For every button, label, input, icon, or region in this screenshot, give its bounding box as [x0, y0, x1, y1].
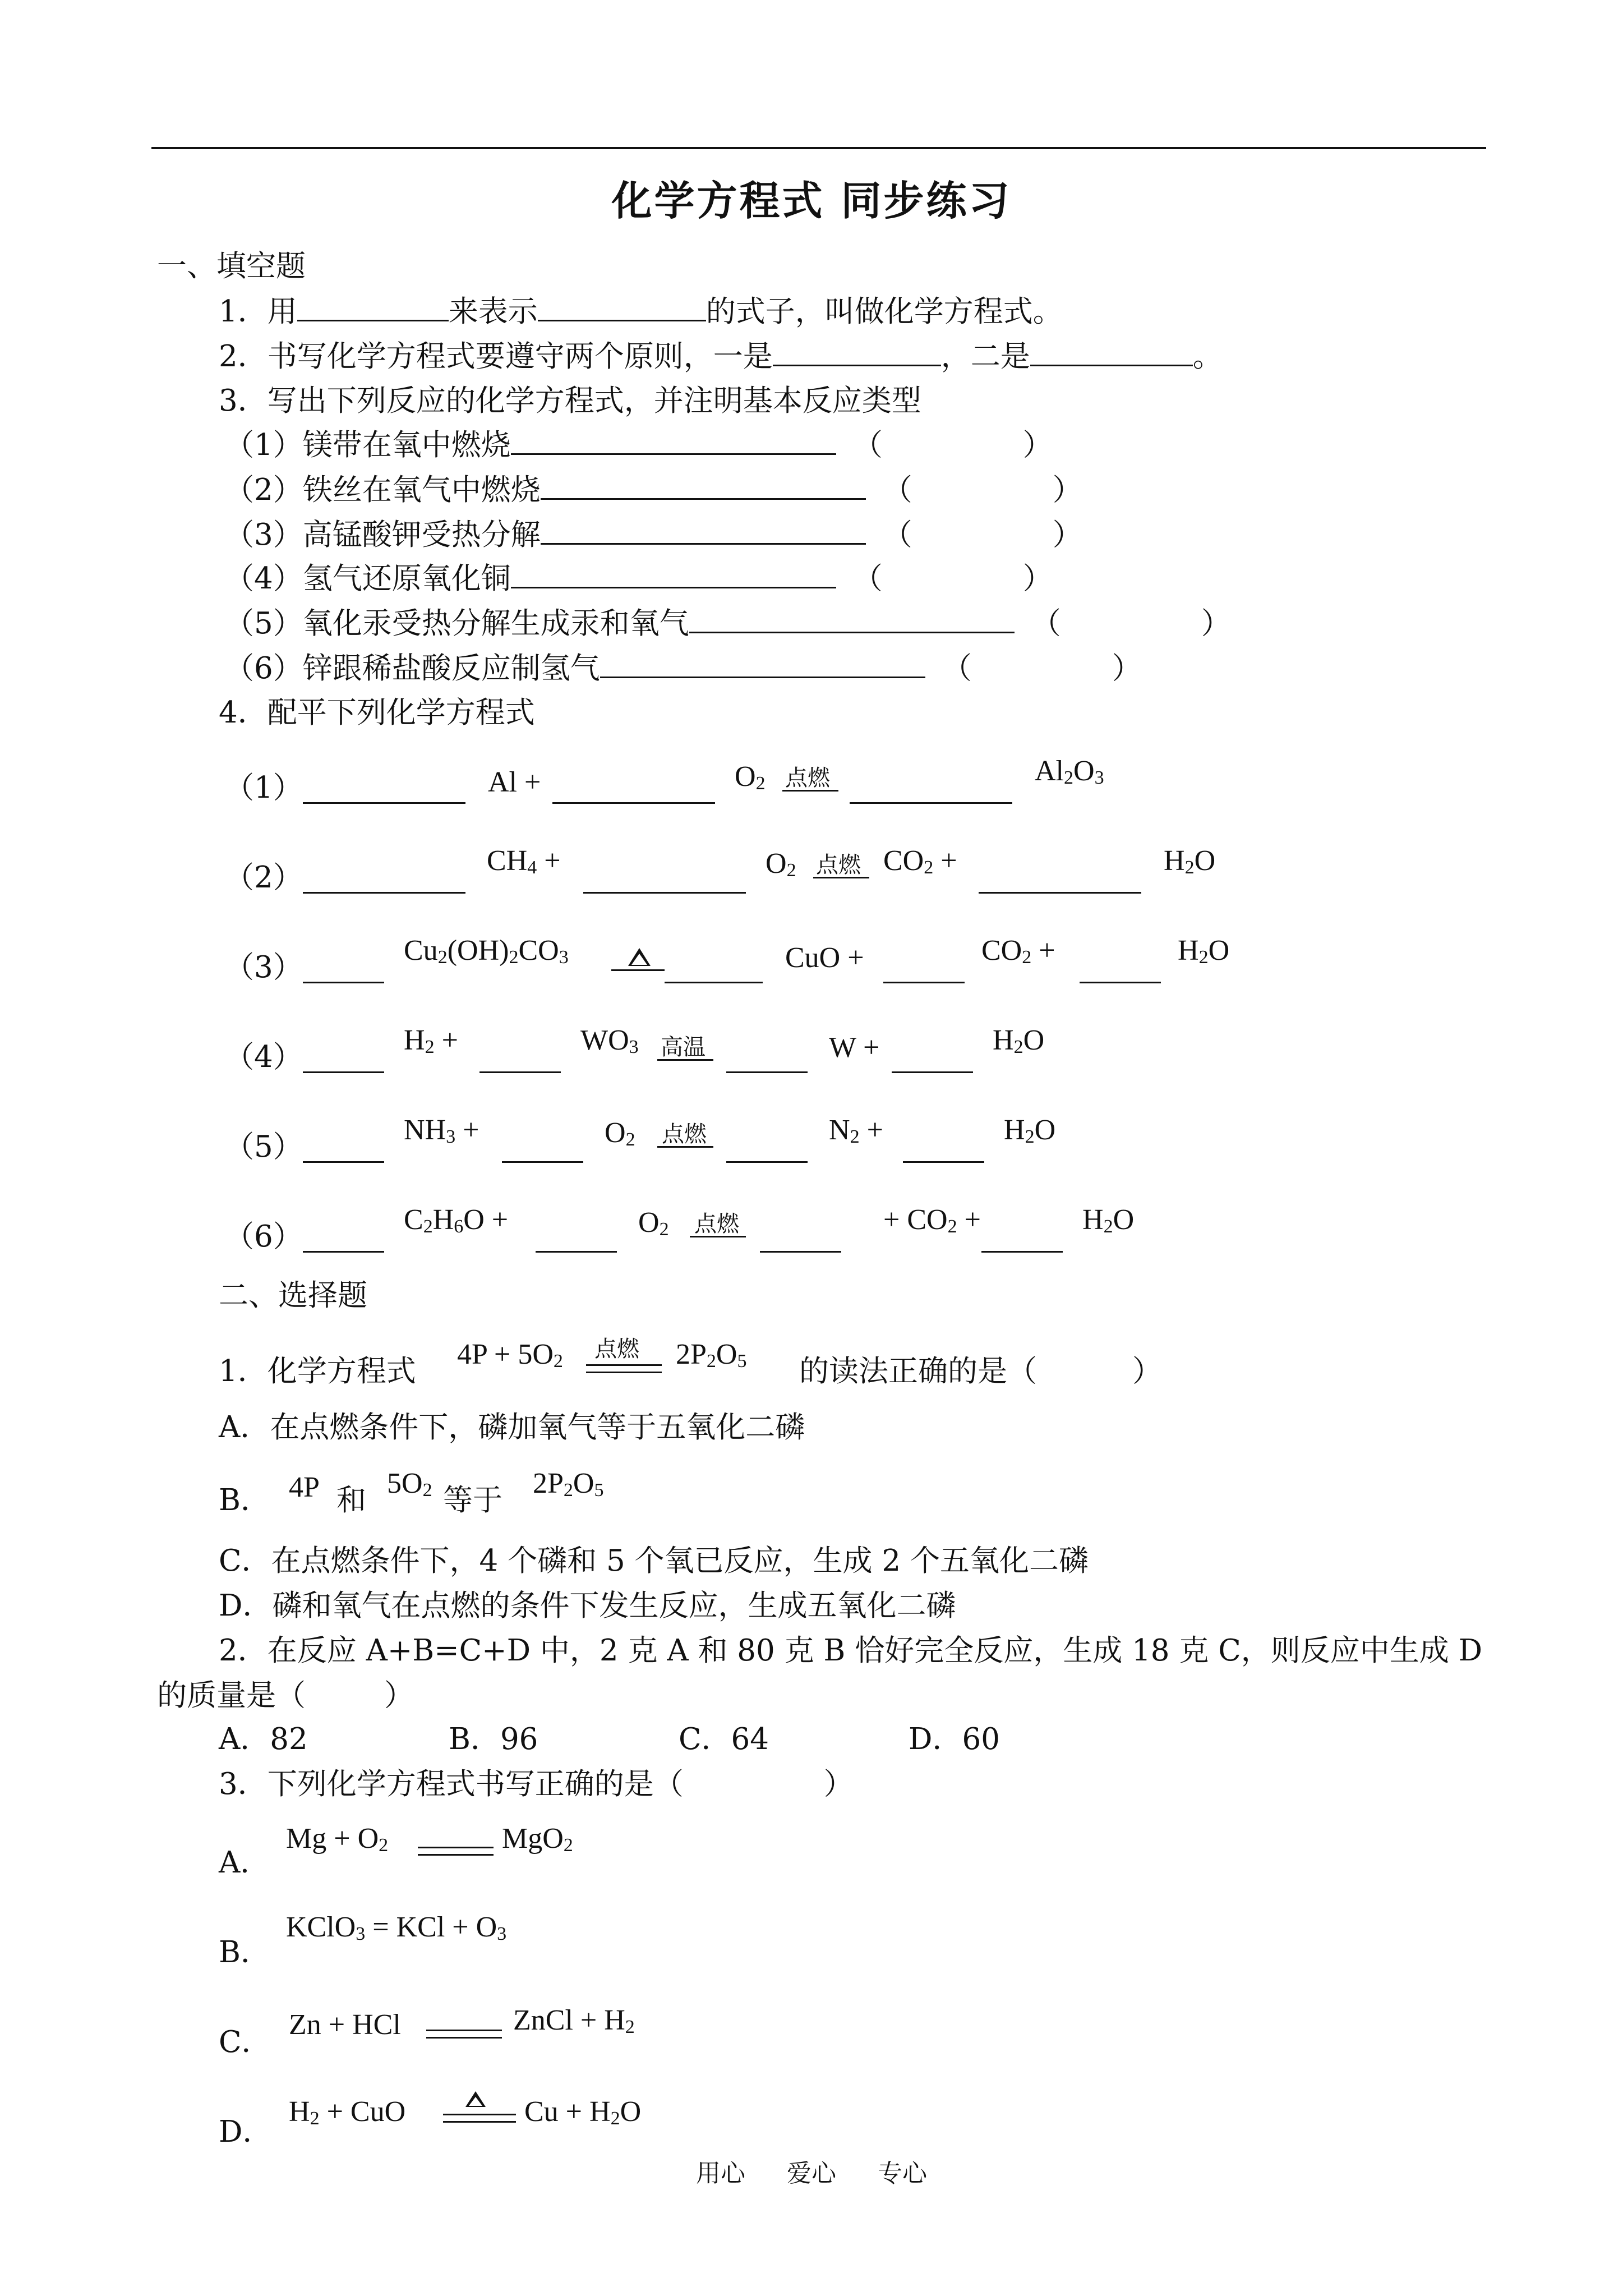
eq1-blank-1	[303, 802, 465, 804]
section-choice: 二、选择题	[219, 1278, 367, 1313]
eq2-blank-1	[303, 892, 465, 894]
eq3-blank-2	[665, 982, 763, 983]
q3-item-6: （6）锌跟稀盐酸反应制氢气 （ ）	[224, 648, 1142, 688]
eq4-w: W +	[829, 1032, 880, 1064]
choice-1-option-b-4p: 4P	[289, 1471, 320, 1503]
eq5-condition: 点燃	[662, 1121, 707, 1147]
eq3-co2: $CO_2$ +	[981, 935, 1055, 968]
choice-2-option-a: A．82	[219, 1722, 308, 1756]
eq2-label: （2）	[224, 861, 303, 895]
q3-item-5: （5）氧化汞受热分解生成汞和氧气 （ ）	[224, 604, 1231, 643]
choice-1-option-b-2p2o5: $2P_2O_5$	[533, 1467, 604, 1501]
eq4-label: （4）	[224, 1040, 303, 1074]
eq3-blank-3	[883, 982, 965, 983]
eq2-arrow	[813, 877, 869, 878]
eq5-n2: $N_2$ +	[829, 1114, 883, 1147]
choice-2-option-d: D．60	[909, 1722, 1000, 1756]
eq4-h2: $H_2$ +	[404, 1024, 458, 1057]
choice-3-option-d-equals	[443, 2114, 516, 2123]
question-2: 2．书写化学方程式要遵守两个原则，一是 ，二是 。	[219, 337, 1223, 376]
eq4-arrow	[657, 1059, 713, 1061]
eq2-co2: $CO_2$ +	[883, 845, 957, 878]
eq5-o2: $O_2$	[605, 1117, 635, 1150]
choice-3-option-a-label: A．	[219, 1846, 270, 1880]
eq2-o2: $O_2$	[766, 848, 796, 881]
choice-3-option-a-equals	[418, 1847, 494, 1856]
eq3-arrow	[611, 969, 665, 971]
eq6-c2h6o: $C_2H_6O$ +	[404, 1204, 509, 1237]
choice-1-condition: 点燃	[594, 1336, 639, 1362]
question-1: 1．用 来表示 的式子，叫做化学方程式。	[219, 292, 1063, 332]
eq3-blank-1	[303, 982, 384, 983]
eq6-blank-1	[303, 1251, 384, 1253]
page-footer: 用心 爱心 专心	[696, 2159, 927, 2188]
choice-3-option-d-heat-icon-inner	[469, 2097, 482, 2106]
eq2-blank-3	[979, 892, 1141, 894]
eq4-blank-4	[892, 1071, 973, 1073]
eq1-al: Al +	[488, 766, 541, 798]
eq2-condition: 点燃	[816, 852, 861, 878]
eq4-h2o: $H_2O$	[993, 1024, 1045, 1057]
q3-item-4: （4）氢气还原氧化铜 （ ）	[224, 559, 1053, 599]
section-fill-in: 一、填空题	[157, 249, 306, 283]
choice-1-equals	[586, 1364, 662, 1373]
eq6-arrow	[690, 1236, 746, 1237]
eq1-condition: 点燃	[785, 765, 830, 791]
eq5-blank-1	[303, 1161, 384, 1163]
eq4-condition: 高温	[661, 1034, 706, 1060]
eq3-reactant: $Cu_2(OH)_2CO_3$	[404, 935, 569, 968]
eq3-label: （3）	[224, 950, 303, 984]
eq5-arrow	[657, 1146, 713, 1148]
eq2-ch4: $CH_4$ +	[487, 845, 561, 878]
choice-1-option-b-label: B．	[219, 1483, 270, 1517]
q3-item-1: （1）镁带在氧中燃烧 （ ）	[224, 425, 1053, 465]
choice-1-option-c: C．在点燃条件下，4 个磷和 5 个氧已反应，生成 2 个五氧化二磷	[219, 1544, 1089, 1578]
eq5-nh3: $NH_3$ +	[404, 1114, 479, 1147]
choice-2-text: 2．在反应 A+B=C+D 中，2 克 A 和 80 克 B 恰好完全反应，生成 18 克 C，则反应中生成 D	[219, 1634, 1483, 1668]
eq5-blank-3	[726, 1161, 808, 1163]
eq6-blank-4	[981, 1251, 1063, 1253]
eq6-condition: 点燃	[694, 1211, 739, 1237]
eq3-cuo: CuO +	[785, 942, 864, 974]
choice-2-option-b: B．96	[449, 1722, 538, 1756]
choice-3-option-d-label: D．	[219, 2115, 273, 2149]
eq6-blank-2	[536, 1251, 617, 1253]
eq5-h2o: $H_2O$	[1004, 1114, 1056, 1147]
q3-item-3: （3）高锰酸钾受热分解 （ ）	[224, 515, 1082, 555]
eq3-h2o: $H_2O$	[1178, 935, 1230, 968]
eq5-blank-2	[502, 1161, 583, 1163]
choice-3-option-c-label: C．	[219, 2025, 271, 2059]
eq2-blank-2	[583, 892, 746, 894]
choice-1-option-b-5o2: $5O_2$	[387, 1467, 432, 1501]
choice-1-reactants: $4P + 5O_2$	[457, 1338, 563, 1372]
eq1-o2: $O_2$	[735, 761, 766, 794]
choice-1-option-d: D．磷和氧气在点燃的条件下发生反应，生成五氧化二磷	[219, 1589, 956, 1623]
eq1-al2o3: $Al_2O_3$	[1035, 755, 1104, 788]
question-4: 4．配平下列化学方程式	[219, 696, 535, 730]
eq6-co2: + $CO_2$ +	[883, 1204, 981, 1237]
eq6-o2: $O_2$	[638, 1207, 669, 1240]
eq5-label: （5）	[224, 1130, 303, 1164]
eq6-h2o: $H_2O$	[1082, 1204, 1135, 1237]
eq1-blank-2	[552, 802, 715, 804]
choice-3-option-b-eq: KClO$_3$ = KCl + $O_3$	[286, 1911, 507, 1944]
choice-1-tail: 的读法正确的是（ ）	[799, 1354, 1162, 1388]
choice-1-product: $2P_2O_5$	[676, 1338, 747, 1372]
choice-2-text-cont: 的质量是（ ）	[157, 1678, 414, 1713]
eq2-h2o: $H_2O$	[1164, 845, 1216, 878]
choice-1-option-b-and: 和	[336, 1483, 366, 1517]
choice-2-option-c: C．64	[679, 1722, 769, 1756]
eq4-wo3: $WO_3$	[580, 1024, 639, 1057]
choice-3-option-d-left: $H_2$ + CuO	[289, 2096, 406, 2129]
choice-3-option-c-equals	[426, 2030, 502, 2039]
choice-1-option-a: A．在点燃条件下，磷加氧气等于五氧化二磷	[219, 1410, 805, 1444]
choice-3-option-c-left: Zn + HCl	[289, 2009, 401, 2041]
eq3-blank-4	[1080, 982, 1161, 983]
eq1-arrow	[782, 790, 838, 792]
eq4-blank-1	[303, 1071, 384, 1073]
eq6-blank-3	[760, 1251, 841, 1253]
eq6-label: （6）	[224, 1220, 303, 1254]
choice-1-option-b-equals: 等于	[443, 1483, 502, 1517]
eq4-blank-2	[479, 1071, 561, 1073]
choice-1-lead: 1．化学方程式	[219, 1354, 416, 1388]
choice-3-option-a-right: MgO$_2$	[502, 1823, 573, 1856]
choice-3-option-c-right: ZnCl + $H_2$	[513, 2004, 635, 2037]
choice-3-option-a-left: $Mg + O_2$	[286, 1823, 389, 1856]
q3-item-2: （2）铁丝在氧气中燃烧 （ ）	[224, 470, 1082, 510]
eq5-blank-4	[903, 1161, 984, 1163]
choice-3-option-b-label: B．	[219, 1935, 270, 1970]
eq1-label: （1）	[224, 771, 303, 805]
header-rule	[151, 147, 1486, 149]
eq1-blank-3	[850, 802, 1012, 804]
question-3: 3．写出下列反应的化学方程式，并注明基本反应类型	[219, 384, 921, 418]
choice-3-text: 3．下列化学方程式书写正确的是（ ）	[219, 1767, 854, 1801]
eq3-heat-icon-inner	[631, 954, 647, 965]
eq4-blank-3	[726, 1071, 808, 1073]
choice-3-option-d-right: $Cu + H_2O$	[524, 2096, 642, 2129]
page-title: 化学方程式 同步练习	[611, 177, 1012, 224]
